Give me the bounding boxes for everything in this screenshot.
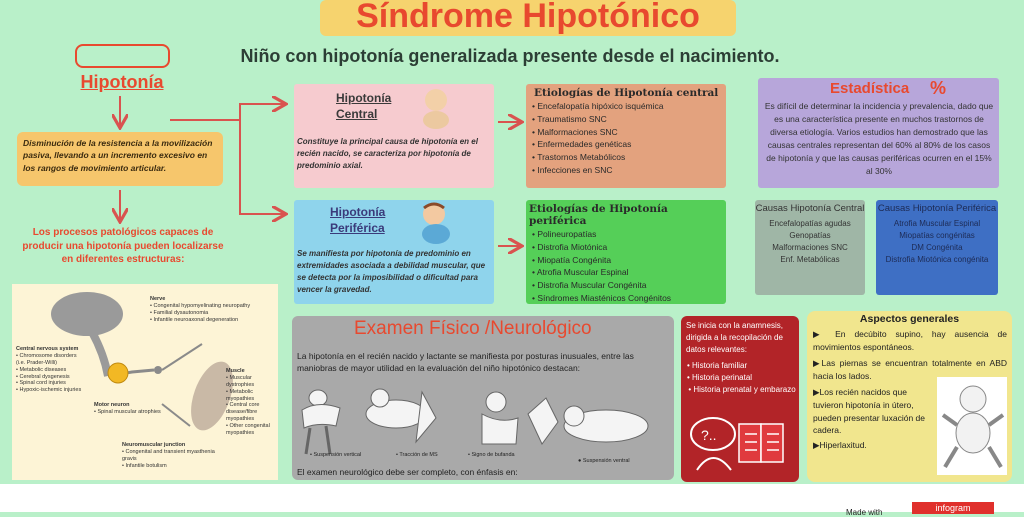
causas-periferica-title: Causas Hipotonía Periférica [877,203,997,214]
etiologias-periferica-title: Etiologías de Hipotonía periférica [529,203,668,227]
list-item: ▶ En decúbito supino, hay ausencia de movimientos espontáneos. [813,329,1007,352]
baby-icon [414,200,458,246]
causas-central-title: Causas Hipotonía Central [755,203,865,214]
list-item: Encefalopatías agudas [769,218,851,228]
baby-illustration [937,377,1007,475]
hipotonia-title: Hipotonía [80,72,164,92]
list-item: Distrofia Miotónica congénita [885,254,989,264]
aspectos-title: Aspectos generales [859,313,960,325]
list-item: • Atrofia Muscular Espinal [532,266,726,279]
caption-traccion: • Tracción de MS [396,452,438,458]
anamnesis-text: Se inicia con la anamnesis, dirigida a la recopilación de datos relevantes: [686,321,783,354]
maneuver-illustrations [296,378,670,462]
list-item: ▶Hiperlaxitud. [813,440,867,450]
decorative-outline [75,44,170,68]
causas-periferica-box [876,200,998,295]
list-item: Miopatías congénitas [899,230,975,240]
etiologias-periferica-box [526,200,726,304]
list-item: • Distrofia Muscular Congénita [532,279,726,292]
list-item: • Enfermedades genéticas [532,138,726,151]
list-item: ▶Los recién nacidos que tuvieron hipotonía in útero, pueden presentar luxación de cadera. [813,387,925,436]
aspectos-box [807,311,1012,482]
estadistica-box [758,78,999,188]
anamnesis-box [681,316,799,482]
etiologias-central-box [526,84,726,188]
list-item: Atrofia Muscular Espinal [893,218,981,228]
list-item: Enf. Metabólicas [780,254,840,264]
examen-intro: La hipotonía en el recién nacido y lactante se manifiesta por posturas inusuales, entre las maniobras de mayor utilidad en la evaluación del niño hipotónico destacan: [297,351,634,374]
cns-label: Central nervous system • Chromosome disorders (i.e. Prader-Willi) • Metabolic diseases • Cerebral dysgenesis • Spinal cord injuries • Hypoxic-ischemic injuries [16,346,82,394]
page-title: Síndrome Hipotónico [320,0,736,36]
list-item: • Historia prenatal y embarazo [687,384,797,396]
list-item: • Polineuropatías [532,228,726,241]
nerve-label: Nerve • Congenital hypomyelinating neuropathy • Familial dysautonomia • Infantile neuroaxonal degeneration [150,296,251,323]
list-item: • Traumatismo SNC [532,113,726,126]
hipotonia-periferica-box [294,200,494,304]
infogram-logo[interactable]: infogram [912,502,994,514]
percent-icon: % [930,78,947,98]
list-item: Malformaciones SNC [772,242,848,252]
motor-neuron-label: Motor neuron • Spinal muscular atrophies [94,402,161,415]
estadistica-title: Estadística [830,80,910,97]
list-item: Genopatías [789,230,831,240]
list-item: ▶Las piernas se encuentran totalmente en ABD hacia los lados. [813,358,1007,381]
list-item: • Historia perinatal [687,372,797,384]
nmj-label: Neuromuscular junction • Congenital and transient myasthenia gravis • Infantile botulism [122,442,215,469]
svg-text:?..: ?.. [701,427,717,443]
page-subtitle: Niño con hipotonía generalizada presente desde el nacimiento. [240,46,780,66]
central-title: Hipotonía Central [336,91,392,122]
examen-footer: El examen neurológico debe ser completo, con énfasis en: [297,467,518,477]
anatomy-diagram [12,284,278,480]
etiologias-periferica-list [526,228,726,305]
list-item: • Síndromes Miasténicos Congénitos [532,292,726,305]
caption-suspension-vertical: • Suspensión vertical [310,452,362,458]
periferica-title: Hipotonía Periférica [330,205,386,236]
list-item: DM Congénita [911,242,963,252]
causas-central-box [755,200,865,295]
caption-bufanda: • Signo de bufanda [468,452,515,458]
periferica-description: Se manifiesta por hipotonía de predominio en extremidades asociada a debilidad muscular, que se detecta por la imposibilidad o dificultad para vencer la gravedad. [297,249,486,294]
estadistica-text: Es difícil de determinar la incidencia y prevalencia, dado que es una característica presente en muchos trastornos de diversa etiología. Varios estudios han demostrado que las causas centrales representan del 60% al 80% de los casos de hipotonía y que las causas periféricas ocurren en el 15% al 30% [764,101,994,176]
caption-suspension-ventral: ● Suspensión ventral [578,458,630,464]
central-description: Constituye la principal causa de hipotonía en el recién nacido, se caracteriza por hipotonía de predominio axial. [297,137,478,170]
hipotonia-central-box [294,84,494,188]
footer-made-with: Made with [846,508,883,517]
list-item: • Encefalopatía hipóxico isquémica [532,100,726,113]
consultation-icon [687,412,793,472]
footer [0,484,1024,517]
hipotonia-definition: Disminución de la resistencia a la movilización pasiva, llevando a un incremento excesivo en los rangos de movimiento articular. [17,132,223,186]
list-item: • Malformaciones SNC [532,126,726,139]
examen-title: Examen Físico /Neurológico [354,318,592,339]
list-item: • Miopatía Congénita [532,254,726,267]
baby-icon [416,86,456,130]
list-item: • Trastornos Metabólicos [532,151,726,164]
examen-box [292,316,674,480]
list-item: • Infecciones en SNC [532,164,726,177]
muscle-label: Muscle • Muscular dystrophies • Metabolic myopathies • Central core disease/fibre myopathies • Other congenital myopathies [226,368,270,436]
list-item: • Distrofia Miotónica [532,241,726,254]
etiologias-central-title: Etiologías de Hipotonía central [534,87,719,99]
procesos-text: Los procesos patológicos capaces de producir una hipotonía pueden localizarse en diferentes estructuras: [22,227,224,265]
causas-central-list [755,218,865,266]
anamnesis-list [687,360,797,396]
etiologias-central-list [526,100,726,177]
list-item: • Historia familiar [687,360,797,372]
causas-periferica-list [876,218,998,266]
